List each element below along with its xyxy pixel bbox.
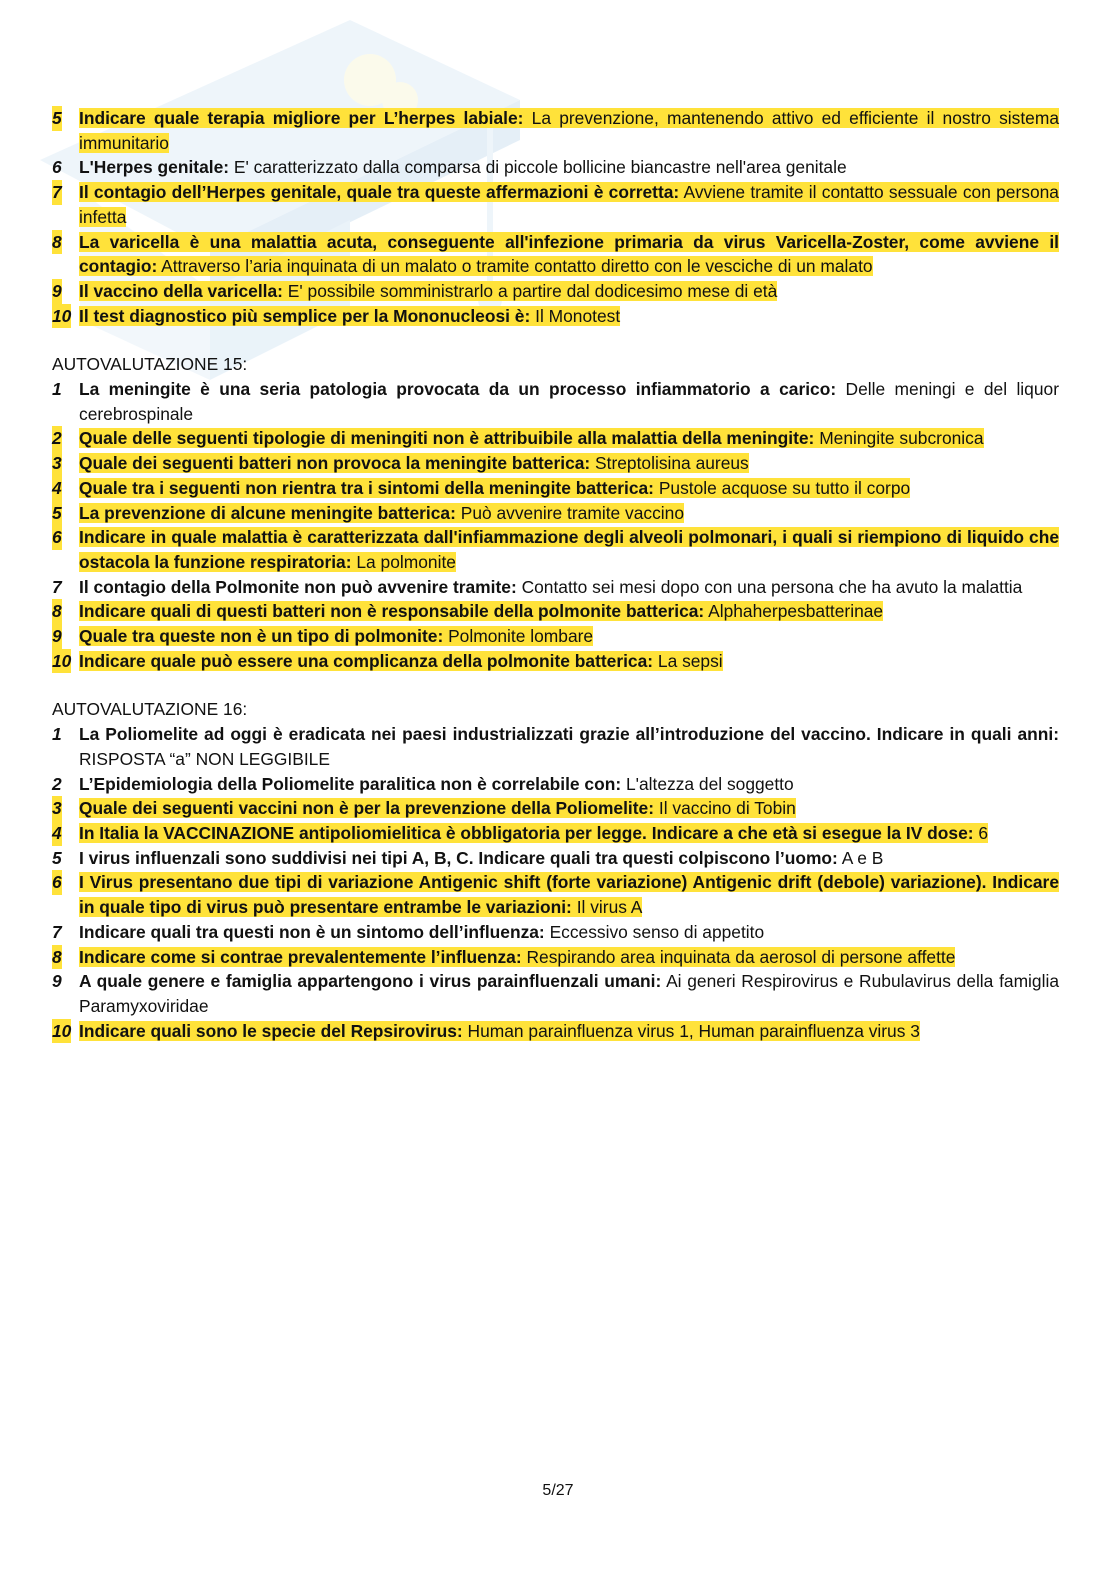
question-text: [79, 108, 1059, 153]
question-item: [52, 304, 1059, 329]
answer-text: E' possibile somministrarlo a partire dal dodicesimo mese di età: [282, 280, 778, 301]
answer-text: Human parainfluenza virus 1, Human parainfluenza virus 3: [462, 1020, 920, 1041]
question-text: [79, 1021, 920, 1041]
question-prompt: La Poliomelite ad oggi è eradicata nei paesi industrializzati grazie all’introduzione del vaccino. Indicare in quali anni:: [79, 724, 1059, 745]
question-text: [79, 971, 1059, 1016]
question-text: [79, 922, 764, 942]
question-prompt: Indicare quale può essere una complicanza della polmonite batterica:: [79, 650, 654, 671]
answer-text: Pustole acquose su tutto il corpo: [653, 477, 911, 498]
question-item: [52, 821, 1059, 846]
question-prompt: L’Epidemiologia della Poliomelite paralitica non è correlabile con:: [79, 773, 622, 794]
question-item: [52, 796, 1059, 821]
question-number: 10: [52, 1019, 71, 1044]
question-prompt: Quale tra queste non è un tipo di polmonite:: [79, 626, 444, 647]
question-prompt: Indicare quali tra questi non è un sintomo dell’influenza:: [79, 921, 545, 942]
answer-text: La polmonite: [351, 551, 456, 572]
question-number: 2: [52, 426, 62, 451]
question-list-continued: [52, 106, 1059, 328]
question-text: [79, 774, 794, 794]
question-text: [79, 651, 723, 671]
question-text: [79, 848, 883, 868]
answer-text: Attraverso l’aria inquinata di un malato o tramite contatto diretto con le vesciche di un malato: [157, 256, 873, 277]
question-text: [79, 527, 1059, 572]
question-item: [52, 501, 1059, 526]
answer-text: Respirando area inquinata da aerosol di persone affette: [521, 946, 956, 967]
question-text: [79, 724, 1059, 769]
question-list-16: [52, 722, 1059, 1043]
question-text: [79, 232, 1059, 277]
question-item: [52, 525, 1059, 574]
question-item: [52, 451, 1059, 476]
question-number: 8: [52, 945, 62, 970]
answer-text: Delle meningi e del liquor cerebrospinale: [79, 379, 1059, 424]
question-prompt: Indicare quali di questi batteri non è responsabile della polmonite batterica:: [79, 601, 705, 622]
question-number: 4: [52, 476, 62, 501]
question-item: [52, 106, 1059, 155]
question-number: 9: [52, 279, 62, 304]
question-number: 9: [52, 971, 62, 992]
document-body: [52, 106, 1059, 1043]
question-item: [52, 575, 1059, 600]
answer-text: Polmonite lombare: [443, 626, 594, 647]
question-prompt: In Italia la VACCINAZIONE antipoliomielitica è obbligatoria per legge. Indicare a che età si esegue la IV dose:: [79, 822, 974, 843]
answer-text: Contatto sei mesi dopo con una persona che ha avuto la malattia: [516, 576, 1023, 597]
question-number: 10: [52, 649, 71, 674]
question-prompt: Il vaccino della varicella:: [79, 280, 283, 301]
section-title-15: AUTOVALUTAZIONE 15:: [52, 354, 248, 375]
question-number: 1: [52, 724, 62, 745]
question-text: [79, 601, 883, 621]
page-number: 5/27: [542, 1482, 574, 1499]
question-number: 3: [52, 796, 62, 821]
question-number: 7: [52, 921, 62, 942]
question-item: [52, 426, 1059, 451]
question-item: [52, 945, 1059, 970]
question-text: [79, 626, 593, 646]
question-prompt: La varicella è una malattia acuta, conseguente all'infezione primaria da virus Varicella-Zoster, come avviene il contagio:: [79, 231, 1059, 277]
answer-text: Il vaccino di Tobin: [654, 798, 796, 819]
question-prompt: Quale dei seguenti batteri non provoca la meningite batterica:: [79, 453, 591, 474]
question-text: [79, 478, 910, 498]
question-prompt: Quale delle seguenti tipologie di meningiti non è attribuibile alla malattia della meningite:: [79, 428, 815, 449]
question-text: [79, 872, 1059, 917]
question-text: [79, 798, 796, 818]
question-prompt: A quale genere e famiglia appartengono i virus parainfluenzali umani:: [79, 971, 662, 992]
question-prompt: Quale dei seguenti vaccini non è per la prevenzione della Poliomelite:: [79, 798, 655, 819]
question-prompt: Indicare come si contrae prevalentemente l’influenza:: [79, 946, 522, 967]
question-text: [79, 823, 988, 843]
question-item: [52, 969, 1059, 1018]
question-prompt: Quale tra i seguenti non rientra tra i sintomi della meningite batterica:: [79, 477, 654, 498]
question-text: [79, 577, 1022, 597]
answer-text: Può avvenire tramite vaccino: [455, 502, 685, 523]
question-number: 6: [52, 157, 62, 178]
question-number: 8: [52, 599, 62, 624]
answer-text: E' caratterizzato dalla comparsa di piccole bollicine biancastre nell'area genitale: [229, 157, 847, 178]
question-number: 4: [52, 821, 62, 846]
question-number: 1: [52, 379, 62, 400]
question-prompt: I virus influenzali sono suddivisi nei tipi A, B, C. Indicare quali tra questi colpiscono l’uomo:: [79, 847, 838, 868]
question-item: [52, 1019, 1059, 1044]
question-item: [52, 476, 1059, 501]
section-title-16: AUTOVALUTAZIONE 16:: [52, 699, 248, 720]
question-item: [52, 599, 1059, 624]
question-number: 3: [52, 451, 62, 476]
question-number: 9: [52, 624, 62, 649]
question-prompt: L'Herpes genitale:: [79, 157, 230, 178]
question-prompt: Indicare quale terapia migliore per L’herpes labiale:: [79, 108, 524, 128]
question-number: 10: [52, 304, 71, 329]
question-number: 7: [52, 180, 62, 205]
question-prompt: Indicare in quale malattia è caratterizzata dall'infiammazione degli alveoli polmonari, i quali si riempiono di liquido che ostacola la funzione respiratoria:: [79, 527, 1059, 572]
question-item: [52, 649, 1059, 674]
question-item: [52, 722, 1059, 771]
question-item: [52, 846, 1059, 871]
question-text: [79, 306, 620, 326]
question-prompt: Indicare quali sono le specie del Repsirovirus:: [79, 1020, 463, 1041]
answer-text: Alphaherpesbatterinae: [704, 601, 884, 622]
question-text: [79, 428, 984, 448]
question-item: [52, 155, 1059, 180]
question-item: [52, 180, 1059, 229]
question-item: [52, 279, 1059, 304]
question-text: [79, 453, 749, 473]
question-text: [79, 157, 847, 177]
question-prompt: La meningite è una seria patologia provocata da un processo infiammatorio a carico:: [79, 379, 837, 400]
question-prompt: Il test diagnostico più semplice per la Mononucleosi è:: [79, 305, 531, 326]
question-item: [52, 870, 1059, 919]
answer-text: A e B: [837, 847, 884, 868]
question-number: 7: [52, 576, 62, 597]
question-item: [52, 377, 1059, 426]
question-text: [79, 182, 1059, 227]
question-prompt: Il contagio dell’Herpes genitale, quale tra queste affermazioni è corretta:: [79, 182, 680, 203]
answer-text: Il virus A: [571, 897, 643, 918]
question-number: 5: [52, 501, 62, 526]
answer-text: La sepsi: [653, 650, 723, 671]
answer-text: La prevenzione, mantenendo attivo ed efficiente il nostro sistema immunitario: [79, 108, 1060, 153]
question-number: 2: [52, 773, 62, 794]
answer-text: Streptolisina aureus: [590, 453, 749, 474]
question-number: 6: [52, 525, 62, 550]
question-prompt: La prevenzione di alcune meningite batterica:: [79, 502, 456, 523]
question-list-15: [52, 377, 1059, 673]
question-prompt: Il contagio della Polmonite non può avvenire tramite:: [79, 576, 517, 597]
question-number: 5: [52, 847, 62, 868]
question-item: [52, 624, 1059, 649]
question-text: [79, 947, 955, 967]
question-prompt: I Virus presentano due tipi di variazione Antigenic shift (forte variazione) Antigenic drift (debole) variazione). Indicare in quale tipo di virus può presentare entrambe le variazioni:: [79, 872, 1059, 918]
answer-text: Ai generi Respirovirus e Rubulavirus della famiglia Paramyxoviridae: [79, 971, 1059, 1016]
question-text: [79, 503, 684, 523]
answer-text: L'altezza del soggetto: [621, 773, 794, 794]
answer-text: Meningite subcronica: [814, 428, 984, 449]
question-number: 6: [52, 870, 62, 895]
question-number: 5: [52, 106, 62, 131]
question-item: [52, 920, 1059, 945]
question-text: [79, 379, 1059, 424]
question-item: [52, 772, 1059, 797]
answer-text: Eccessivo senso di appetito: [544, 921, 765, 942]
question-number: 8: [52, 230, 62, 255]
answer-text: RISPOSTA “a” NON LEGGIBILE: [79, 748, 330, 769]
answer-text: Avviene tramite il contatto sessuale con persona infetta: [79, 182, 1059, 227]
question-item: [52, 230, 1059, 279]
answer-text: Il Monotest: [530, 305, 621, 326]
answer-text: 6: [973, 822, 989, 843]
question-text: [79, 281, 777, 301]
